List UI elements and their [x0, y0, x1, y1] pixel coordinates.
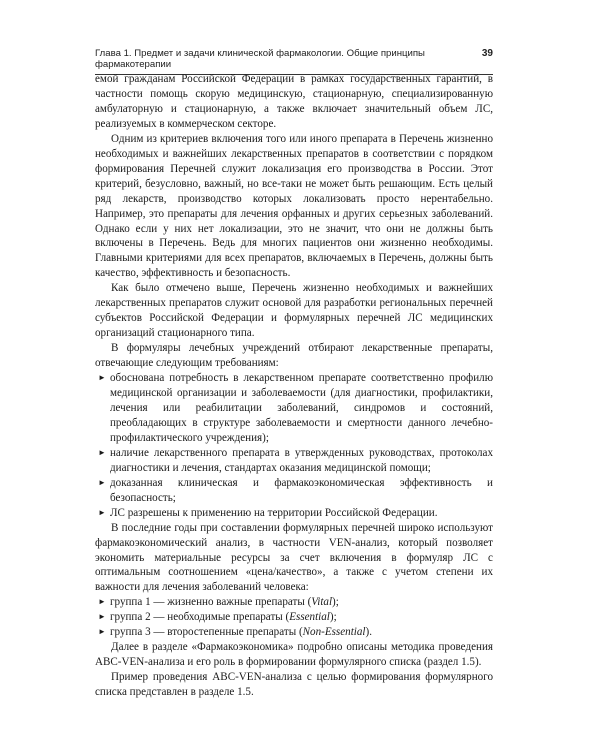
page-number: 39: [481, 48, 493, 59]
paragraph: Пример проведения ABC-VEN-анализа с целью формирования формулярного списка представлен в разделе 1.5.: [95, 671, 493, 699]
bullet-icon: ►: [98, 507, 106, 517]
paragraph: емой гражданам Российской Федерации в рамках государственных гарантий, в частности помощь скорую медицинскую, стационарную, специализированную амбулаторную и стационарную, а также включает значительный объем ЛС, реализуемых в коммерческом секторе.: [95, 73, 493, 130]
chapter-title: Глава 1. Предмет и задачи клинической фармакологии. Общие принципы фармакотерапии: [95, 48, 425, 70]
list-item: ► группа 1 — жизненно важные препараты (Vital);: [98, 596, 339, 609]
list-item: ► ЛС разрешены к применению на территории Российской Федерации.: [98, 506, 438, 519]
list-item: ► доказанная клиническая и фармакоэкономическая эффективность и безопасность;: [98, 476, 493, 504]
running-header: [95, 48, 493, 75]
paragraph: Одним из критериев включения того или иного препарата в Перечень жизненно необходимых и важнейших лекарственных препаратов в соответствии с порядком формирования Перечней служит локализация его производства в России. Этот критерий, безусловно, важный, но все-таки не может быть решающим. Есть целый ряд лекарств, производство которых локализовать просто нерентабельно. Например, это препараты для лечения орфанных и других серьезных заболеваний. Однако если у них нет локализации, это не значит, что они не должны быть включены в Перечень. Ведь для многих пациентов они жизненно необходимы. Главными критериями для всех препаратов, включаемых в Перечень, должны быть качество, эффективность и безопасность.: [95, 132, 493, 280]
bullet-icon: ►: [98, 627, 106, 637]
bullet-icon: ►: [98, 597, 106, 607]
groups-list: [95, 595, 493, 640]
paragraph: Как было отмечено выше, Перечень жизненно необходимых и важнейших лекарственных препаратов служит основой для разработки региональных перечней субъектов Российской Федерации и формулярных перечней ЛС медицинских организаций стационарного типа.: [95, 282, 493, 340]
bullet-icon: ►: [98, 612, 106, 622]
bullet-icon: ►: [98, 477, 106, 487]
paragraph: В последние годы при составлении формулярных перечней широко используют фармакоэкономический анализ, в частности VEN-анализ, который позволяет экономить материальные ресурсы за счет включения в формуляр ЛС с оптимальным соотношением «цена/качество», а также с учетом степени их важности для лечения заболеваний человека:: [95, 521, 493, 594]
bullet-icon: ►: [98, 373, 106, 383]
list-item: ► группа 3 — второстепенные препараты (Non-Essential).: [98, 626, 372, 639]
page-body: [95, 72, 493, 700]
list-item: ► наличие лекарственного препарата в утвержденных руководствах, протоколах диагностики и лечения, стандартах оказания медицинской помощи;: [98, 446, 493, 474]
paragraph: Далее в разделе «Фармакоэкономика» подробно описаны методика проведения ABC-VEN-анализа и его роль в формировании формулярного списка (раздел 1.5).: [95, 641, 493, 669]
list-item: ► обоснована потребность в лекарственном препарате соответственно профилю медицинской организации и заболеваемости (для диагностики, профилактики, лечения или реабилитации заболеваний, синдромов и состояний, преобладающих в структуре заболеваемости и смертности данного лечебно-профилактического учреждения);: [98, 372, 493, 444]
list-item: ► группа 2 — необходимые препараты (Essential);: [98, 611, 337, 624]
paragraph: В формуляры лечебных учреждений отбирают лекарственные препараты, отвечающие следующим требованиям:: [95, 342, 493, 370]
bullet-icon: ►: [98, 447, 106, 457]
requirements-list: [95, 371, 493, 521]
